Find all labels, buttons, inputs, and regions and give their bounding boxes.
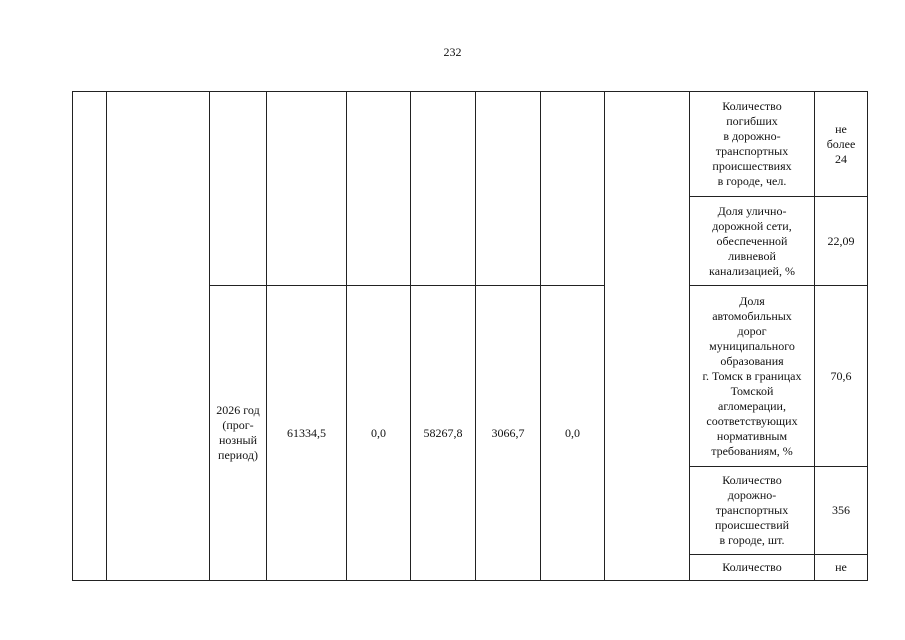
period-col-d: 3066,7: [476, 286, 541, 581]
indicator-name: Количество дорожно- транспортных происшествий в городе, шт.: [690, 467, 815, 555]
indicator-name: Доля автомобильных дорог муниципального образования г. Томск в границах Томской агломерации, соответствующих нормативным требованиям, %: [690, 286, 815, 467]
empty-cell-b: [347, 92, 411, 286]
period-col-c: 58267,8: [411, 286, 476, 581]
empty-cell-period: [210, 92, 267, 286]
empty-cell-number: [73, 92, 107, 581]
period-col-e: 0,0: [541, 286, 605, 581]
indicator-name: Количество погибших в дорожно- транспортных происшествиях в городе, чел.: [690, 92, 815, 197]
indicator-value: 70,6: [815, 286, 868, 467]
empty-cell-name: [107, 92, 210, 581]
period-col-b: 0,0: [347, 286, 411, 581]
indicator-name: Количество: [690, 555, 815, 581]
indicator-value: 356: [815, 467, 868, 555]
indicator-name: Доля улично- дорожной сети, обеспеченной ливневой канализацией, %: [690, 197, 815, 286]
empty-cell-d: [476, 92, 541, 286]
period-total: 61334,5: [267, 286, 347, 581]
indicator-value: не более 24: [815, 92, 868, 197]
empty-cell-executor: [605, 92, 690, 581]
empty-cell-e: [541, 92, 605, 286]
page-number: 232: [443, 45, 462, 59]
program-table: [72, 91, 868, 581]
empty-cell-c: [411, 92, 476, 286]
period-label: 2026 год (прог- нозный период): [210, 286, 267, 581]
empty-cell-total: [267, 92, 347, 286]
indicator-value: не: [815, 555, 868, 581]
indicator-value: 22,09: [815, 197, 868, 286]
